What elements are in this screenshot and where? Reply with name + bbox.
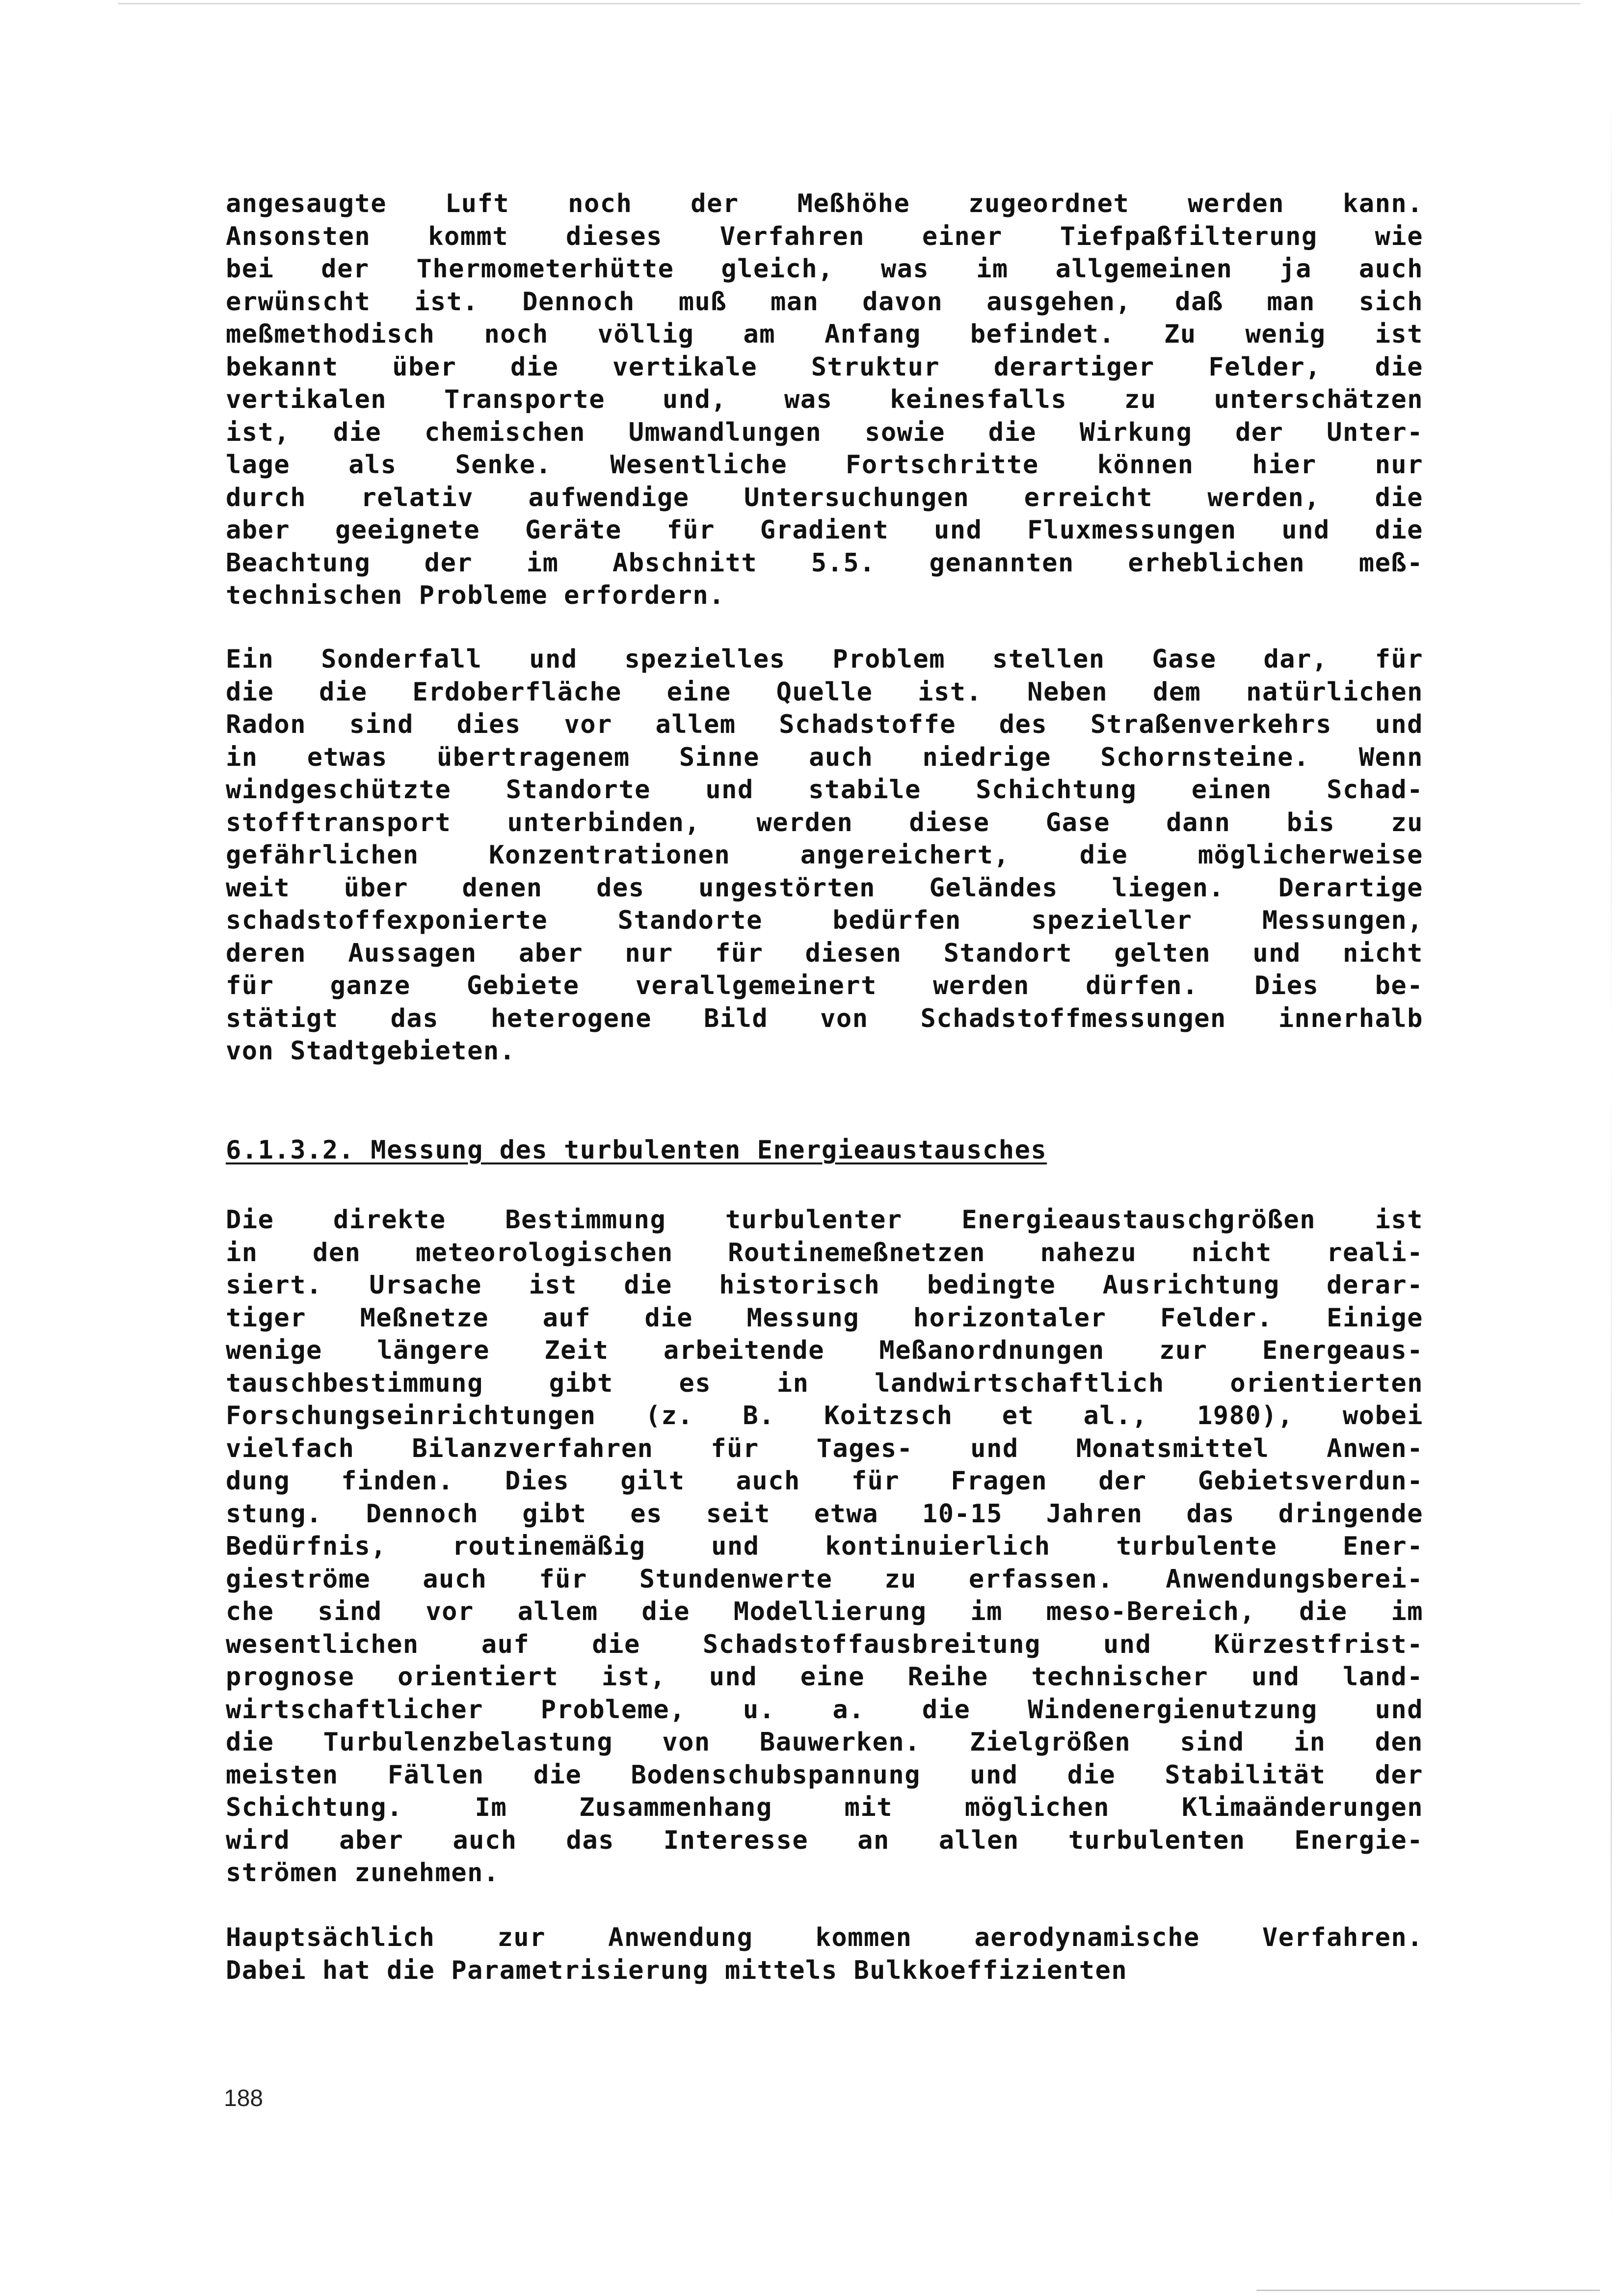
text-line: wirtschaftlicher Probleme, u. a. die Windenergienutzung und bbox=[226, 1695, 1423, 1725]
text-line: angesaugte Luft noch der Meßhöhe zugeordnet werden kann. bbox=[226, 189, 1423, 218]
text-line: meßmethodisch noch völlig am Anfang befindet. Zu wenig ist bbox=[226, 320, 1423, 349]
text-line: wird aber auch das Interesse an allen turbulenten Energie- bbox=[226, 1825, 1423, 1855]
text-line: erwünscht ist. Dennoch muß man davon ausgehen, daß man sich bbox=[226, 287, 1423, 317]
text-line: die Turbulenzbelastung von Bauwerken. Zielgrößen sind in den bbox=[226, 1728, 1423, 1757]
text-line: wesentlichen auf die Schadstoffausbreitung und Kürzestfrist- bbox=[226, 1629, 1423, 1659]
text-line: dung finden. Dies gilt auch für Fragen der Gebietsverdun- bbox=[226, 1466, 1423, 1496]
paragraph-3 bbox=[226, 1204, 1423, 1890]
text-line: ist, die chemischen Umwandlungen sowie die Wirkung der Unter- bbox=[226, 417, 1423, 447]
scan-edge-bottom bbox=[1256, 2290, 1600, 2291]
text-line: Schichtung. Im Zusammenhang mit möglichen Klimaänderungen bbox=[226, 1793, 1423, 1822]
text-line: tauschbestimmung gibt es in landwirtschaftlich orientierten bbox=[226, 1368, 1423, 1398]
text-line: vielfach Bilanzverfahren für Tages- und Monatsmittel Anwen- bbox=[226, 1433, 1423, 1463]
text-line: von Stadtgebieten. bbox=[226, 1036, 516, 1066]
text-line: Radon sind dies vor allem Schadstoffe des Straßenverkehrs und bbox=[226, 710, 1423, 739]
page-number: 188 bbox=[224, 2085, 264, 2111]
text-line: in etwas übertragenem Sinne auch niedrige Schornsteine. Wenn bbox=[226, 742, 1423, 772]
text-line: gieströme auch für Stundenwerte zu erfassen. Anwendungsberei- bbox=[226, 1564, 1423, 1594]
section-heading: 6.1.3.2. Messung des turbulenten Energieaustausches bbox=[226, 1135, 1047, 1165]
text-line: Die direkte Bestimmung turbulenter Energieaustauschgrößen ist bbox=[226, 1205, 1423, 1235]
text-line: windgeschützte Standorte und stabile Schichtung einen Schad- bbox=[226, 775, 1423, 805]
text-line: bei der Thermometerhütte gleich, was im allgemeinen ja auch bbox=[226, 254, 1423, 284]
scan-edge-right bbox=[1611, 79, 1612, 2229]
text-line: durch relativ aufwendige Untersuchungen erreicht werden, die bbox=[226, 483, 1423, 513]
text-line: aber geeignete Geräte für Gradient und Fluxmessungen und die bbox=[226, 515, 1423, 545]
text-line: schadstoffexponierte Standorte bedürfen spezieller Messungen, bbox=[226, 906, 1423, 935]
paragraph-2 bbox=[226, 643, 1423, 1068]
text-line: Forschungseinrichtungen (z. B. Koitzsch et al., 1980), wobei bbox=[226, 1401, 1423, 1431]
text-line: Bedürfnis, routinemäßig und kontinuierlich turbulente Ener- bbox=[226, 1532, 1423, 1561]
paragraph-4 bbox=[226, 1921, 1423, 1987]
text-line: weit über denen des ungestörten Geländes liegen. Derartige bbox=[226, 873, 1423, 903]
text-line: siert. Ursache ist die historisch bedingte Ausrichtung derar- bbox=[226, 1270, 1423, 1300]
text-line: stätigt das heterogene Bild von Schadstoffmessungen innerhalb bbox=[226, 1003, 1423, 1033]
text-line: prognose orientiert ist, und eine Reihe technischer und land- bbox=[226, 1662, 1423, 1692]
text-line: Ein Sonderfall und spezielles Problem stellen Gase dar, für bbox=[226, 645, 1423, 674]
text-line: Dabei hat die Parametrisierung mittels Bulkkoeffizienten bbox=[226, 1955, 1128, 1985]
text-line: Ansonsten kommt dieses Verfahren einer Tiefpaßfilterung wie bbox=[226, 221, 1423, 251]
text-line: Beachtung der im Abschnitt 5.5. genannten erheblichen meß- bbox=[226, 548, 1423, 578]
text-line: wenige längere Zeit arbeitende Meßanordnungen zur Energeaus- bbox=[226, 1336, 1423, 1365]
text-line: tiger Meßnetze auf die Messung horizontaler Felder. Einige bbox=[226, 1303, 1423, 1333]
text-line: die die Erdoberfläche eine Quelle ist. Neben dem natürlichen bbox=[226, 677, 1423, 707]
text-line: Hauptsächlich zur Anwendung kommen aerodynamische Verfahren. bbox=[226, 1923, 1423, 1952]
text-line: gefährlichen Konzentrationen angereichert, die möglicherweise bbox=[226, 840, 1423, 870]
text-line: für ganze Gebiete verallgemeinert werden dürfen. Dies be- bbox=[226, 971, 1423, 1000]
text-line: stofftransport unterbinden, werden diese Gase dann bis zu bbox=[226, 808, 1423, 837]
text-line: strömen zunehmen. bbox=[226, 1858, 500, 1888]
text-line: lage als Senke. Wesentliche Fortschritte können hier nur bbox=[226, 450, 1423, 480]
text-line: che sind vor allem die Modellierung im meso-Bereich, die im bbox=[226, 1597, 1423, 1626]
scan-edge-top bbox=[118, 3, 1580, 4]
text-line: meisten Fällen die Bodenschubspannung und die Stabilität der bbox=[226, 1760, 1423, 1790]
text-line: bekannt über die vertikale Struktur derartiger Felder, die bbox=[226, 352, 1423, 382]
text-line: deren Aussagen aber nur für diesen Standort gelten und nicht bbox=[226, 938, 1423, 968]
text-line: technischen Probleme erfordern. bbox=[226, 581, 725, 610]
text-line: stung. Dennoch gibt es seit etwa 10-15 Jahren das dringende bbox=[226, 1499, 1423, 1529]
text-line: vertikalen Transporte und, was keinesfalls zu unterschätzen bbox=[226, 385, 1423, 414]
paragraph-1 bbox=[226, 188, 1423, 612]
text-line: in den meteorologischen Routinemeßnetzen nahezu nicht reali- bbox=[226, 1238, 1423, 1268]
